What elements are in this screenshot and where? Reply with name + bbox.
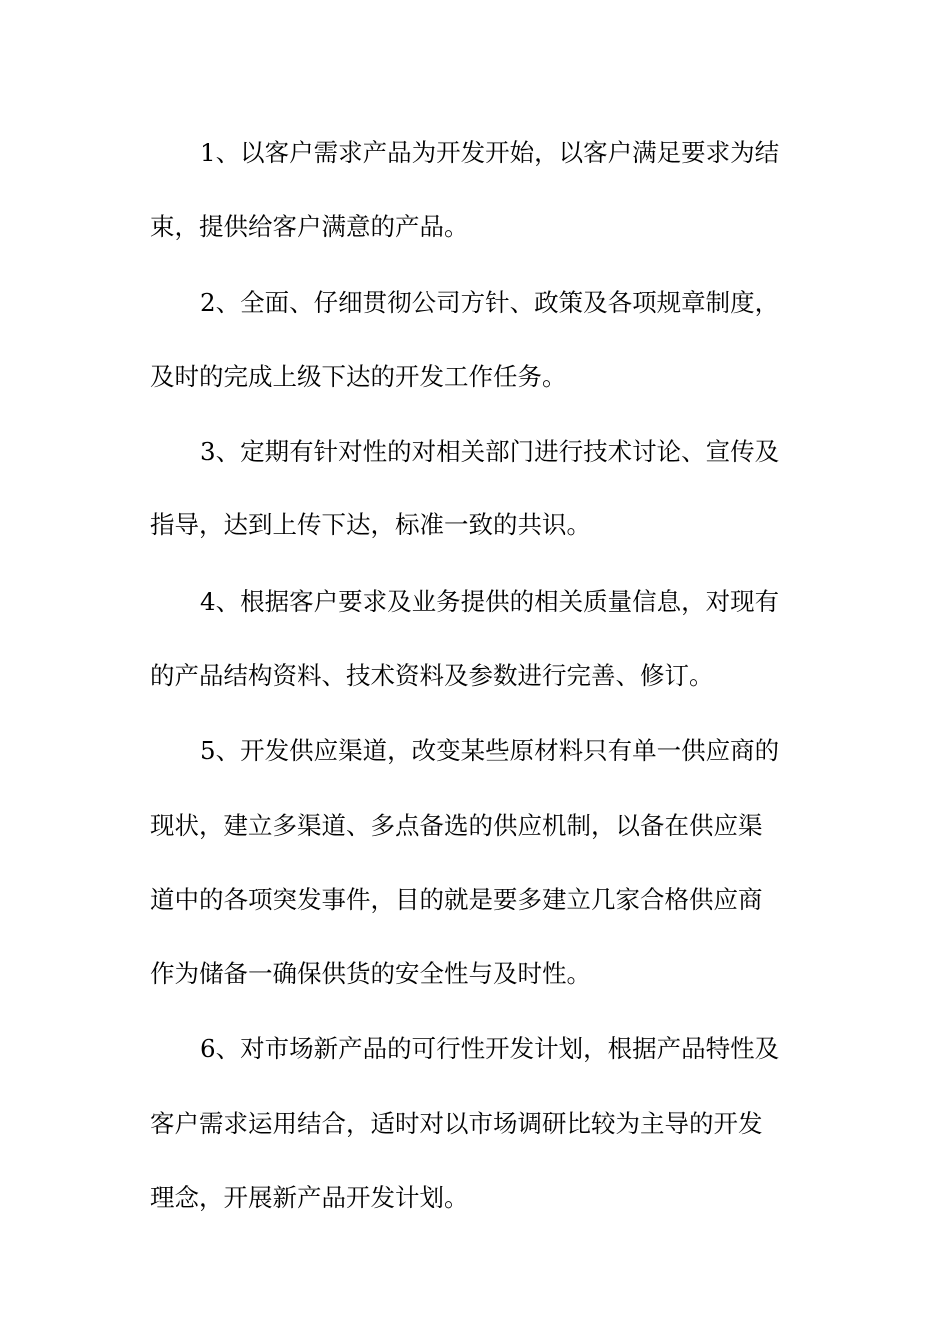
item-5-line-4: 作为储备一确保供货的安全性与及时性。	[150, 959, 591, 988]
item-6-line-1: 6、对市场新产品的可行性开发计划，根据产品特性及	[200, 1034, 780, 1063]
item-2-line-2: 及时的完成上级下达的开发工作任务。	[150, 362, 567, 391]
item-6-line-2: 客户需求运用结合，适时对以市场调研比较为主导的开发	[150, 1109, 763, 1138]
item-5-line-3: 道中的各项突发事件，目的就是要多建立几家合格供应商	[150, 885, 763, 914]
item-1-line-2: 束，提供给客户满意的产品。	[150, 212, 469, 241]
item-5-line-1: 5、开发供应渠道，改变某些原材料只有单一供应商的	[200, 736, 780, 765]
item-4-line-1: 4、根据客户要求及业务提供的相关质量信息，对现有	[200, 587, 780, 616]
item-6-line-3: 理念，开展新产品开发计划。	[150, 1183, 469, 1212]
item-4-line-2: 的产品结构资料、技术资料及参数进行完善、修订。	[150, 661, 714, 690]
item-3-line-2: 指导，达到上传下达，标准一致的共识。	[150, 510, 591, 539]
item-2-line-1: 2、全面、仔细贯彻公司方针、政策及各项规章制度，	[200, 288, 780, 317]
item-5-line-2: 现状，建立多渠道、多点备选的供应机制，以备在供应渠	[150, 811, 763, 840]
item-1-line-1: 1、以客户需求产品为开发开始，以客户满足要求为结	[200, 138, 780, 167]
item-3-line-1: 3、定期有针对性的对相关部门进行技术讨论、宣传及	[200, 437, 780, 466]
